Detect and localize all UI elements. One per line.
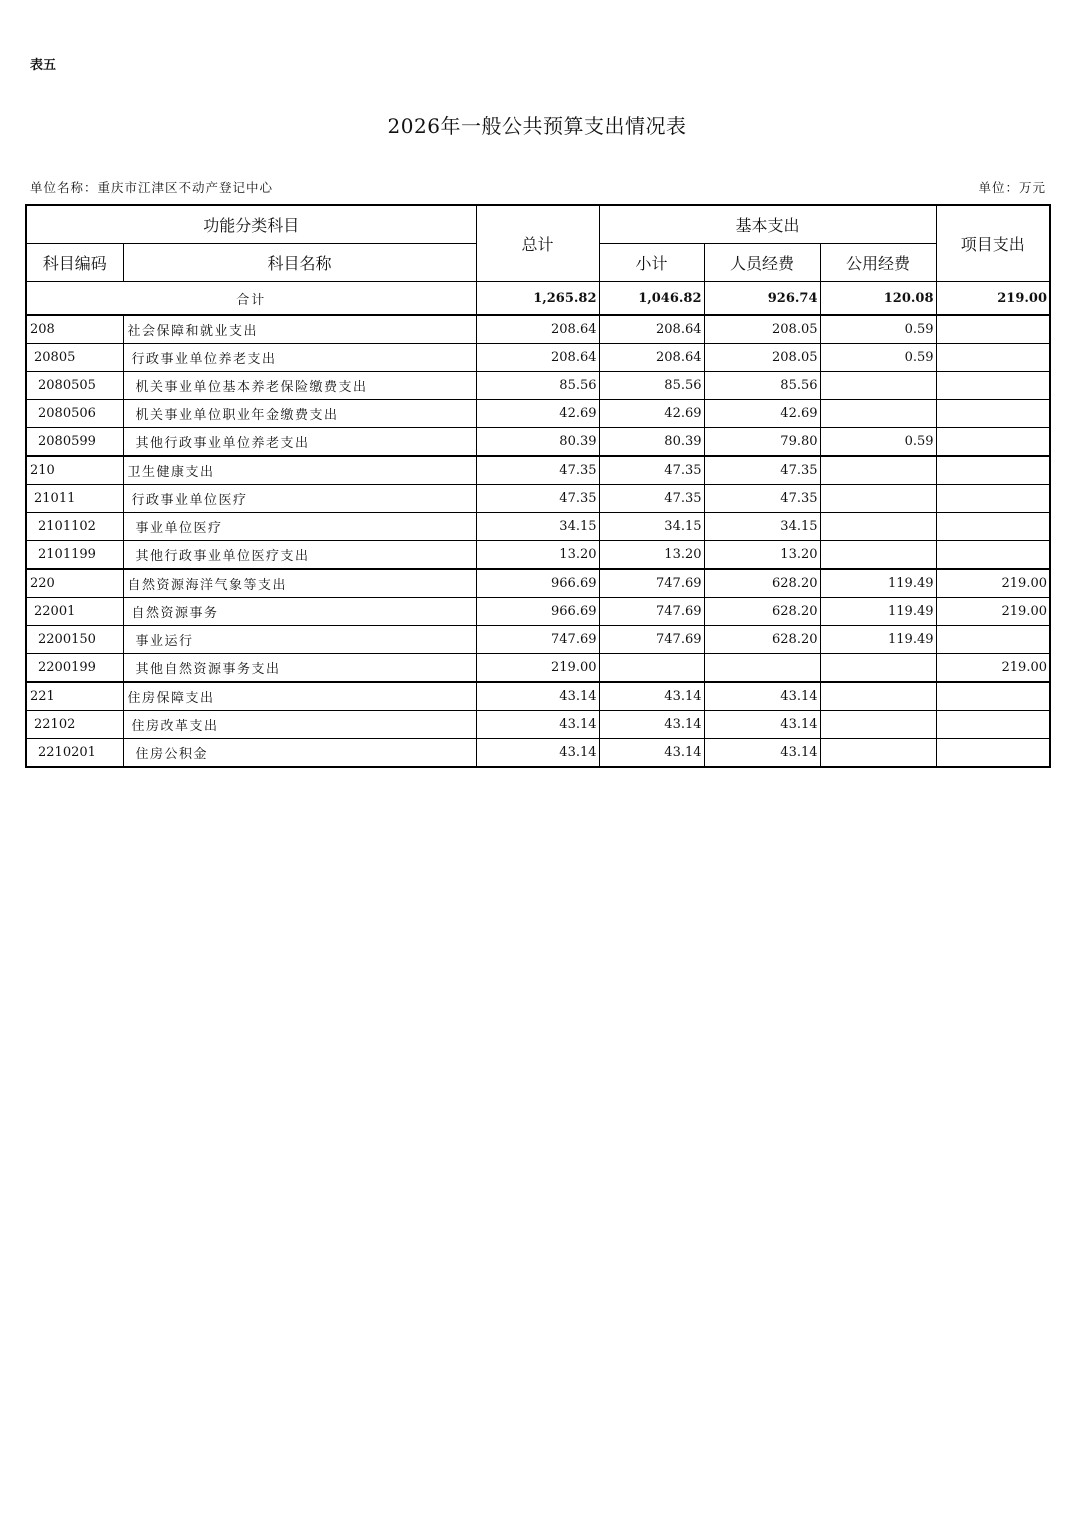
cell-total: 966.69 xyxy=(476,598,599,626)
subject-code: 2200150 xyxy=(26,626,123,654)
header-public: 公用经费 xyxy=(820,244,936,282)
cell-subtotal: 747.69 xyxy=(599,598,704,626)
unit-name: 单位名称：重庆市江津区不动产登记中心 xyxy=(30,180,274,195)
cell-public xyxy=(820,739,936,768)
cell-project xyxy=(936,315,1050,344)
cell-subtotal: 13.20 xyxy=(599,541,704,570)
cell-total: 34.15 xyxy=(476,513,599,541)
cell-total: 42.69 xyxy=(476,400,599,428)
cell-total: 85.56 xyxy=(476,372,599,400)
cell-public: 119.49 xyxy=(820,569,936,598)
subject-code: 21011 xyxy=(26,485,123,513)
subject-code: 2080599 xyxy=(26,428,123,457)
cell-personnel: 34.15 xyxy=(704,513,820,541)
table-row xyxy=(26,513,1050,541)
header-functional-category: 功能分类科目 xyxy=(26,205,476,244)
subject-name: 其他行政事业单位医疗支出 xyxy=(123,541,476,570)
subject-code: 2080505 xyxy=(26,372,123,400)
cell-subtotal: 43.14 xyxy=(599,682,704,711)
cell-public xyxy=(820,541,936,570)
cell-project xyxy=(936,400,1050,428)
cell-project xyxy=(936,541,1050,570)
total-total: 1,265.82 xyxy=(476,282,599,316)
cell-public xyxy=(820,456,936,485)
subject-name: 卫生健康支出 xyxy=(123,456,476,485)
header-total: 总计 xyxy=(476,205,599,282)
subject-name: 自然资源事务 xyxy=(123,598,476,626)
subject-code: 221 xyxy=(26,682,123,711)
subject-code: 2200199 xyxy=(26,654,123,683)
cell-public: 119.49 xyxy=(820,626,936,654)
subject-name: 住房保障支出 xyxy=(123,682,476,711)
cell-project xyxy=(936,372,1050,400)
cell-subtotal: 747.69 xyxy=(599,569,704,598)
cell-project xyxy=(936,626,1050,654)
cell-project xyxy=(936,513,1050,541)
subject-code: 2101199 xyxy=(26,541,123,570)
cell-total: 43.14 xyxy=(476,739,599,768)
cell-project xyxy=(936,344,1050,372)
cell-total: 80.39 xyxy=(476,428,599,457)
cell-subtotal: 208.64 xyxy=(599,344,704,372)
subject-code: 2101102 xyxy=(26,513,123,541)
table-row xyxy=(26,598,1050,626)
cell-public xyxy=(820,485,936,513)
cell-public: 119.49 xyxy=(820,598,936,626)
cell-public xyxy=(820,400,936,428)
table-row xyxy=(26,428,1050,457)
subject-name: 住房改革支出 xyxy=(123,711,476,739)
subject-code: 2080506 xyxy=(26,400,123,428)
cell-personnel: 208.05 xyxy=(704,315,820,344)
cell-personnel: 628.20 xyxy=(704,598,820,626)
table-row xyxy=(26,541,1050,570)
cell-personnel: 85.56 xyxy=(704,372,820,400)
header-name: 科目名称 xyxy=(123,244,476,282)
cell-subtotal xyxy=(599,654,704,683)
cell-total: 43.14 xyxy=(476,711,599,739)
total-project: 219.00 xyxy=(936,282,1050,316)
subject-code: 210 xyxy=(26,456,123,485)
subject-name: 事业单位医疗 xyxy=(123,513,476,541)
subject-name: 行政事业单位养老支出 xyxy=(123,344,476,372)
cell-personnel xyxy=(704,654,820,683)
table-row xyxy=(26,485,1050,513)
header-code: 科目编码 xyxy=(26,244,123,282)
total-row xyxy=(26,282,1050,316)
cell-total: 43.14 xyxy=(476,682,599,711)
table-row xyxy=(26,711,1050,739)
cell-total: 219.00 xyxy=(476,654,599,683)
subject-name: 自然资源海洋气象等支出 xyxy=(123,569,476,598)
subject-name: 事业运行 xyxy=(123,626,476,654)
header-project-expenditure: 项目支出 xyxy=(936,205,1050,282)
cell-personnel: 13.20 xyxy=(704,541,820,570)
cell-total: 208.64 xyxy=(476,315,599,344)
subject-code: 20805 xyxy=(26,344,123,372)
subject-code: 220 xyxy=(26,569,123,598)
cell-subtotal: 47.35 xyxy=(599,485,704,513)
cell-project xyxy=(936,711,1050,739)
table-row xyxy=(26,654,1050,683)
total-subtotal: 1,046.82 xyxy=(599,282,704,316)
cell-total: 208.64 xyxy=(476,344,599,372)
cell-subtotal: 47.35 xyxy=(599,456,704,485)
header-basic-expenditure: 基本支出 xyxy=(599,205,936,244)
cell-total: 47.35 xyxy=(476,485,599,513)
table-row xyxy=(26,315,1050,344)
total-personnel: 926.74 xyxy=(704,282,820,316)
header-personnel: 人员经费 xyxy=(704,244,820,282)
cell-personnel: 47.35 xyxy=(704,485,820,513)
cell-public: 0.59 xyxy=(820,428,936,457)
cell-subtotal: 43.14 xyxy=(599,739,704,768)
cell-total: 966.69 xyxy=(476,569,599,598)
cell-project xyxy=(936,456,1050,485)
cell-public xyxy=(820,654,936,683)
table-row xyxy=(26,400,1050,428)
header-subtotal: 小计 xyxy=(599,244,704,282)
cell-total: 47.35 xyxy=(476,456,599,485)
subject-name: 行政事业单位医疗 xyxy=(123,485,476,513)
table-row xyxy=(26,682,1050,711)
table-row xyxy=(26,344,1050,372)
cell-project xyxy=(936,428,1050,457)
cell-subtotal: 43.14 xyxy=(599,711,704,739)
cell-project: 219.00 xyxy=(936,598,1050,626)
subject-name: 其他行政事业单位养老支出 xyxy=(123,428,476,457)
table-label: 表五 xyxy=(30,58,57,73)
table-row xyxy=(26,372,1050,400)
table-row xyxy=(26,569,1050,598)
cell-subtotal: 80.39 xyxy=(599,428,704,457)
cell-subtotal: 208.64 xyxy=(599,315,704,344)
cell-public xyxy=(820,513,936,541)
table-row xyxy=(26,456,1050,485)
cell-subtotal: 34.15 xyxy=(599,513,704,541)
cell-total: 13.20 xyxy=(476,541,599,570)
cell-personnel: 628.20 xyxy=(704,626,820,654)
cell-personnel: 42.69 xyxy=(704,400,820,428)
unit-label: 单位：万元 xyxy=(978,180,1046,195)
cell-public xyxy=(820,711,936,739)
cell-personnel: 43.14 xyxy=(704,711,820,739)
cell-project: 219.00 xyxy=(936,569,1050,598)
cell-project xyxy=(936,485,1050,513)
page-title: 2026年一般公共预算支出情况表 xyxy=(387,114,687,138)
subject-name: 其他自然资源事务支出 xyxy=(123,654,476,683)
subject-name: 住房公积金 xyxy=(123,739,476,768)
cell-personnel: 43.14 xyxy=(704,682,820,711)
total-public: 120.08 xyxy=(820,282,936,316)
cell-subtotal: 747.69 xyxy=(599,626,704,654)
subject-name: 机关事业单位职业年金缴费支出 xyxy=(123,400,476,428)
cell-subtotal: 85.56 xyxy=(599,372,704,400)
cell-project: 219.00 xyxy=(936,654,1050,683)
cell-personnel: 79.80 xyxy=(704,428,820,457)
table-row xyxy=(26,626,1050,654)
cell-public xyxy=(820,682,936,711)
cell-public: 0.59 xyxy=(820,315,936,344)
subject-name: 机关事业单位基本养老保险缴费支出 xyxy=(123,372,476,400)
subject-code: 2210201 xyxy=(26,739,123,768)
subject-code: 208 xyxy=(26,315,123,344)
subject-name: 社会保障和就业支出 xyxy=(123,315,476,344)
cell-public: 0.59 xyxy=(820,344,936,372)
cell-personnel: 628.20 xyxy=(704,569,820,598)
cell-project xyxy=(936,739,1050,768)
cell-personnel: 43.14 xyxy=(704,739,820,768)
cell-personnel: 47.35 xyxy=(704,456,820,485)
cell-subtotal: 42.69 xyxy=(599,400,704,428)
cell-personnel: 208.05 xyxy=(704,344,820,372)
total-label: 合计 xyxy=(26,282,476,316)
subject-code: 22001 xyxy=(26,598,123,626)
table-row xyxy=(26,739,1050,768)
budget-table xyxy=(25,204,1051,768)
cell-total: 747.69 xyxy=(476,626,599,654)
cell-public xyxy=(820,372,936,400)
subject-code: 22102 xyxy=(26,711,123,739)
cell-project xyxy=(936,682,1050,711)
